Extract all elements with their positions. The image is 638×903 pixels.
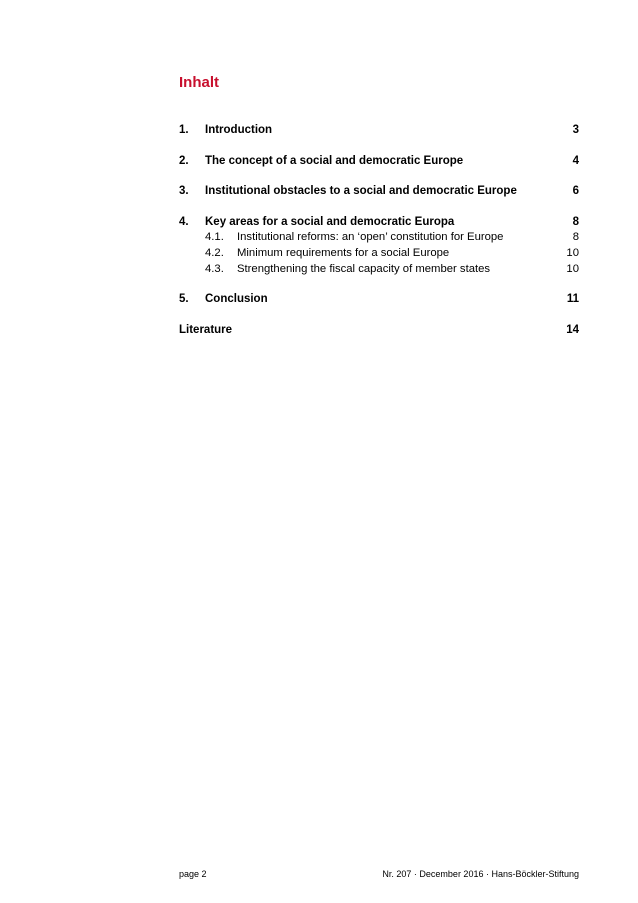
toc-entry-literature[interactable] (179, 322, 579, 338)
toc-entry-title: Literature (179, 324, 233, 336)
toc-entry-5[interactable] (179, 291, 579, 307)
toc-subentry-4-2[interactable] (179, 245, 579, 261)
toc-entry-page: 4 (572, 155, 579, 167)
toc-entry-title: The concept of a social and democratic Europe (205, 155, 464, 167)
toc-subentry-page: 8 (572, 231, 579, 243)
toc-subentry-4-3[interactable] (179, 261, 579, 277)
toc-subentry-page: 10 (566, 247, 579, 259)
toc-entry-number: 4. (179, 216, 189, 228)
toc-entry-4[interactable] (179, 214, 579, 230)
toc-entry-title: Institutional obstacles to a social and democratic Europe (205, 185, 517, 197)
toc-entry-page: 6 (572, 185, 579, 197)
toc-subentry-number: 4.1. (205, 231, 224, 243)
toc-entry-number: 1. (179, 124, 189, 136)
toc-subentry-number: 4.3. (205, 263, 224, 275)
page-footer (179, 868, 579, 880)
toc-subentry-page: 10 (566, 263, 579, 275)
toc-entry-number: 5. (179, 293, 189, 305)
toc-entry-title: Conclusion (205, 293, 268, 305)
toc-entry-2[interactable] (179, 153, 579, 169)
footer-page-number: page 2 (179, 869, 207, 879)
toc-entry-page: 3 (572, 124, 579, 136)
toc-subentry-4-1[interactable] (179, 229, 579, 245)
toc-entry-page: 11 (566, 293, 579, 305)
toc-subentry-title: Strengthening the fiscal capacity of member states (237, 263, 491, 275)
toc-entry-number: 3. (179, 185, 189, 197)
toc-heading: Inhalt (179, 74, 219, 91)
toc-subentry-title: Institutional reforms: an ‘open’ constitution for Europe (237, 231, 504, 243)
toc-entry-3[interactable] (179, 183, 579, 199)
toc-entry-1[interactable] (179, 122, 579, 138)
toc-entry-page: 8 (572, 216, 579, 228)
toc-subentry-title: Minimum requirements for a social Europe (237, 247, 450, 259)
toc-subentry-number: 4.2. (205, 247, 224, 259)
toc-entry-page: 14 (566, 324, 579, 336)
toc-entry-title: Introduction (205, 124, 273, 136)
toc-entry-title: Key areas for a social and democratic Europa (205, 216, 455, 228)
footer-publication-info: Nr. 207 · December 2016 · Hans-Böckler-Stiftung (382, 869, 579, 879)
toc-entry-number: 2. (179, 155, 189, 167)
